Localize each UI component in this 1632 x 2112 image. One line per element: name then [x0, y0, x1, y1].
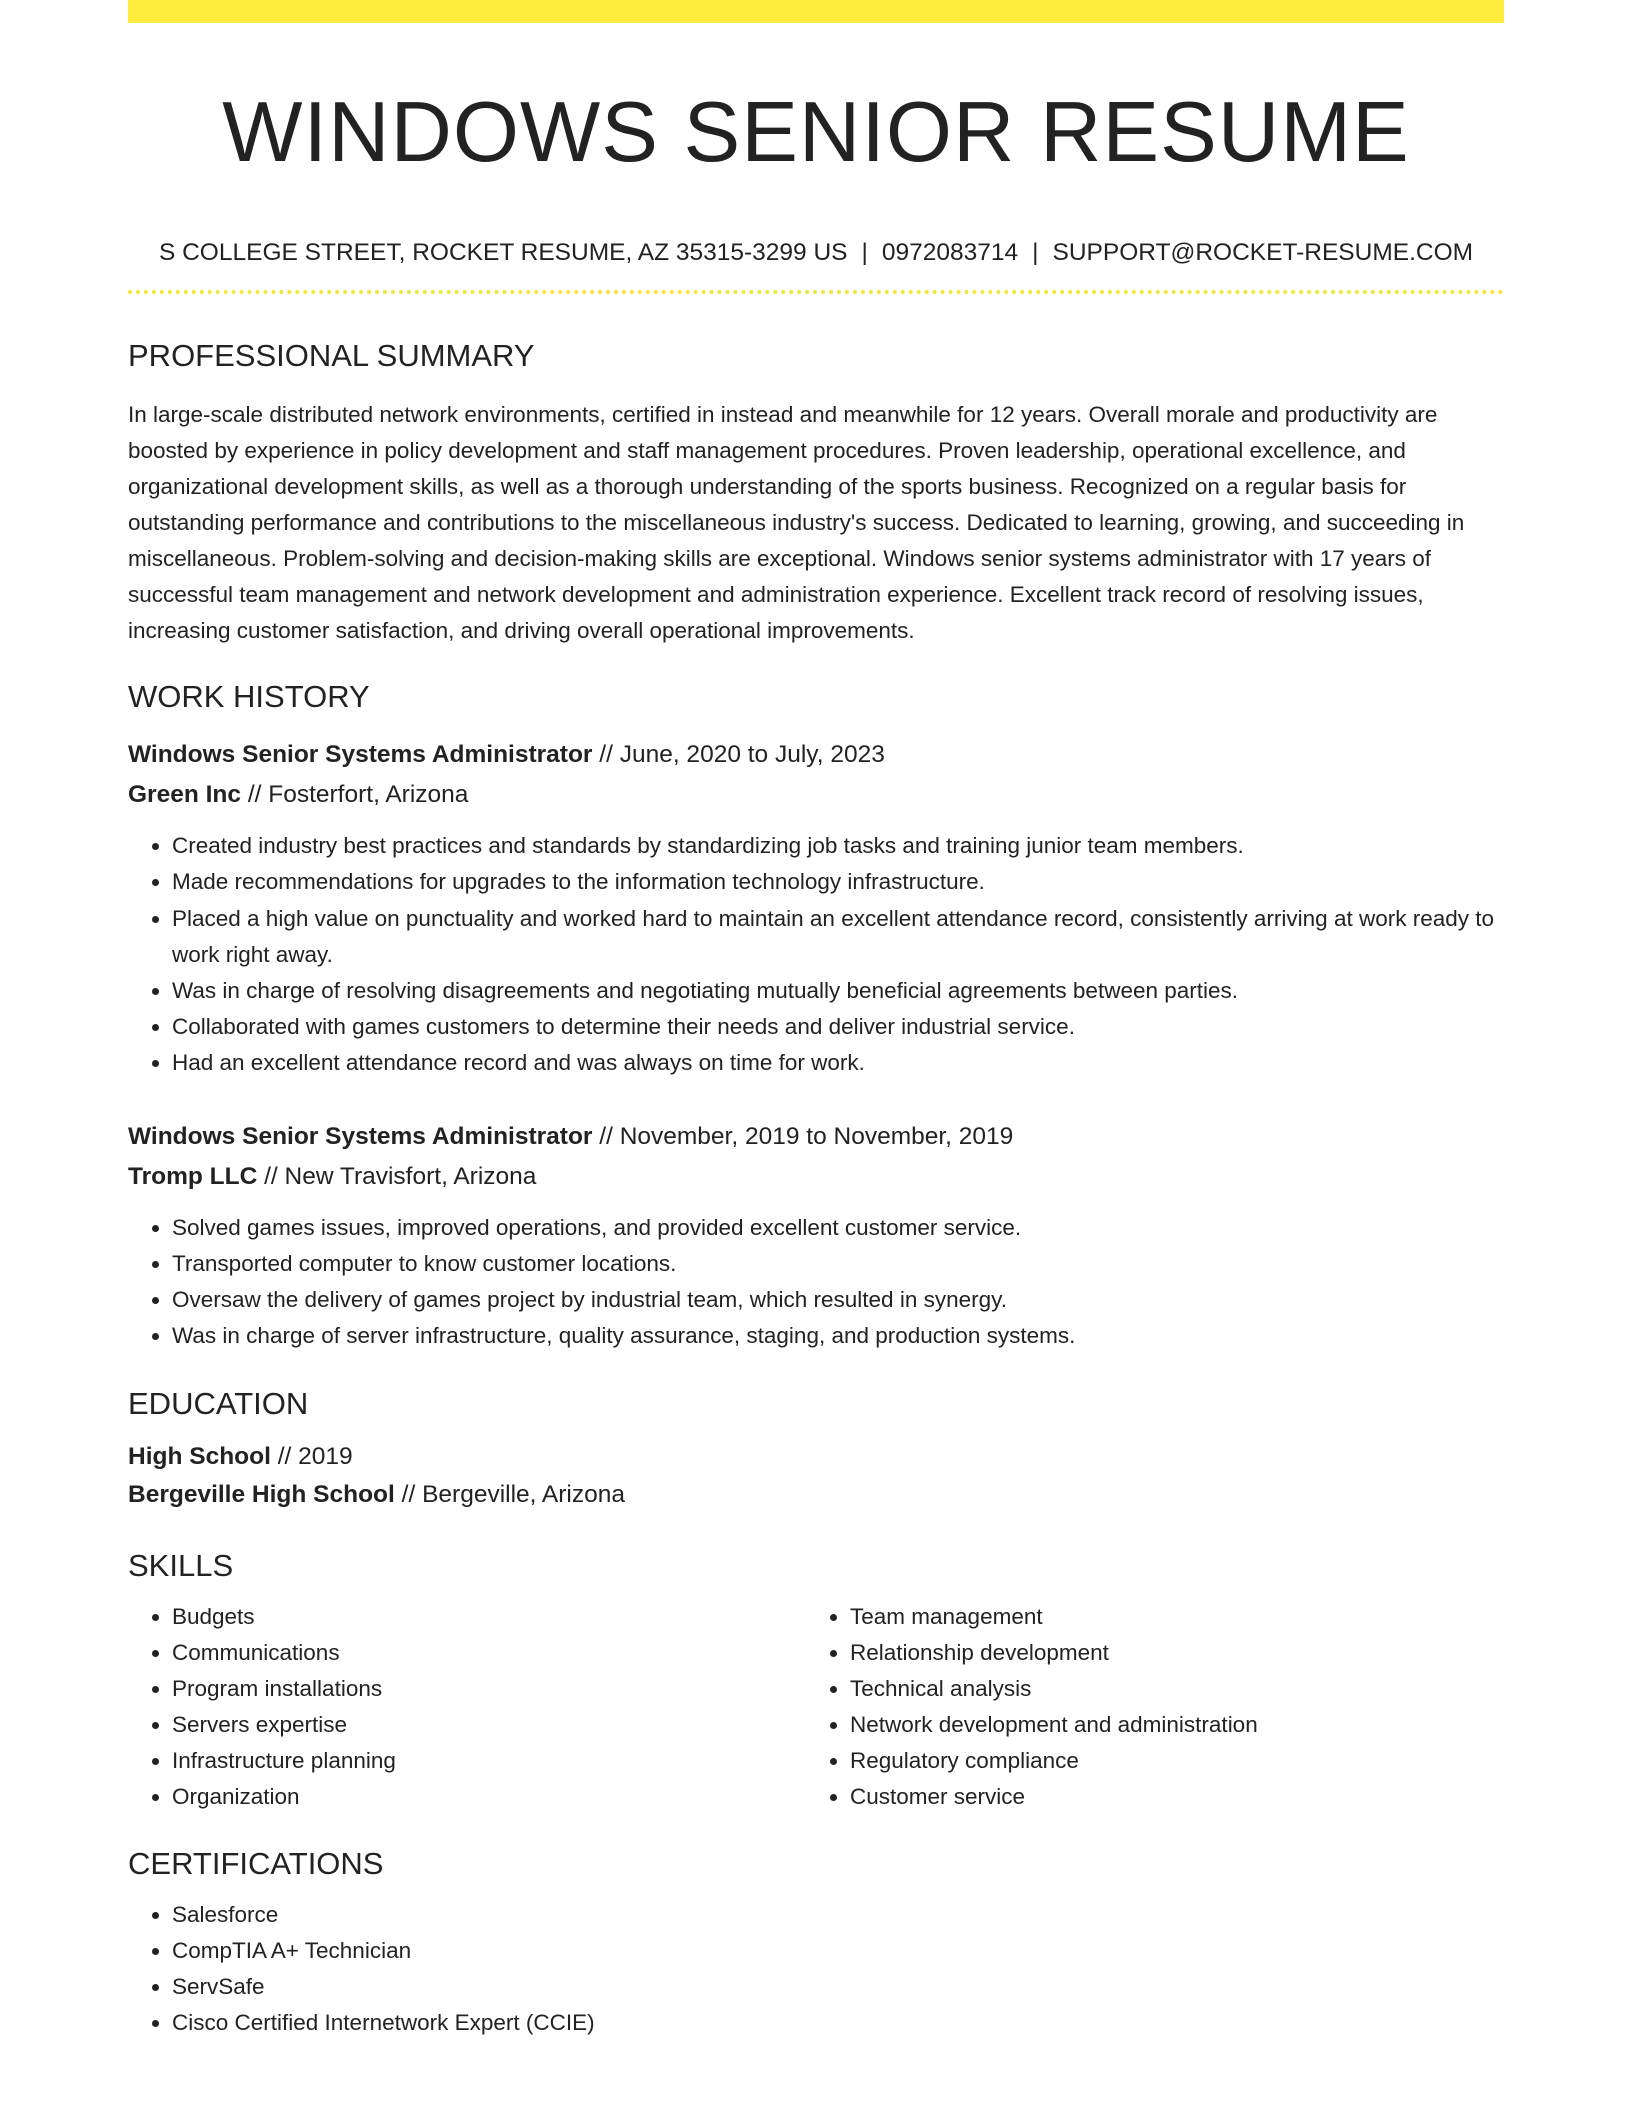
job-entry [128, 1117, 1504, 1354]
job-dates: // November, 2019 to November, 2019 [592, 1123, 1014, 1150]
job-entry [128, 735, 1504, 1081]
address: S COLLEGE STREET, ROCKET RESUME, AZ 35315-3299 US [158, 239, 848, 266]
certifications-heading: CERTIFICATIONS [128, 1846, 384, 1881]
job-bullets [128, 1210, 1504, 1354]
list-item: • Collaborated with games customers to determine their needs and deliver industrial service. [172, 1009, 1504, 1045]
education-school: Bergeville High School [128, 1481, 395, 1508]
job-title: Windows Senior Systems Administrator [128, 741, 593, 768]
education-year: // 2019 [270, 1443, 353, 1470]
job-title-line [128, 735, 1504, 775]
education-degree-line [128, 1438, 1504, 1476]
job-title: Windows Senior Systems Administrator [128, 1123, 593, 1150]
summary-heading: PROFESSIONAL SUMMARY [128, 338, 535, 373]
job-company: Green Inc [128, 781, 242, 808]
job-company: Tromp LLC [128, 1163, 258, 1190]
list-item: • Servers expertise [172, 1707, 806, 1743]
list-item: • Technical analysis [850, 1671, 1484, 1707]
job-company-line [128, 1157, 1504, 1197]
list-item: • Regulatory compliance [850, 1743, 1484, 1779]
education-location: // Bergeville, Arizona [394, 1481, 625, 1508]
education-school-line [128, 1476, 1504, 1514]
list-item: • Program installations [172, 1671, 806, 1707]
skills-list [128, 1599, 806, 1815]
skills-column-left [128, 1599, 806, 1815]
list-item: • Salesforce [172, 1897, 1504, 1933]
resume-page [128, 0, 1504, 2041]
list-item: • Relationship development [850, 1635, 1484, 1671]
education-heading: EDUCATION [128, 1386, 309, 1421]
education-entry [128, 1438, 1504, 1514]
skills-column-right [806, 1599, 1484, 1815]
list-item: • Created industry best practices and standards by standardizing job tasks and training junior team members. [172, 828, 1504, 864]
job-company-line [128, 775, 1504, 815]
list-item: • Team management [850, 1599, 1484, 1635]
list-item: • Cisco Certified Internetwork Expert (CCIE) [172, 2005, 1504, 2041]
list-item: • CompTIA A+ Technician [172, 1933, 1504, 1969]
resume-title: WINDOWS SENIOR RESUME [222, 85, 1410, 180]
list-item: • Network development and administration [850, 1707, 1484, 1743]
skills-list [806, 1599, 1484, 1815]
email: SUPPORT@ROCKET-RESUME.COM [1052, 239, 1474, 266]
job-location: // Fosterfort, Arizona [241, 781, 469, 808]
list-item: • Organization [172, 1779, 806, 1815]
summary-text: In large-scale distributed network environments, certified in instead and meanwhile for 12 years. Overall morale and productivity are boosted by experience in policy development and staff management procedures. Proven leadership, operational excellence, and organizational development skills, as well as a thorough understanding of the sports business. Recognized on a regular basis for outstanding performance and contributions to the miscellaneous industry's success. Dedicated to learning, growing, and succeeding in miscellaneous. Problem-solving and decision-making skills are exceptional. Windows senior systems administrator with 17 years of successful team management and network development and administration experience. Excellent track record of resolving issues, increasing customer satisfaction, and driving overall operational improvements. [128, 402, 1465, 643]
job-dates: // June, 2020 to July, 2023 [592, 741, 885, 768]
skills-grid [128, 1599, 1504, 1815]
work-history-heading: WORK HISTORY [128, 679, 370, 714]
list-item: • Solved games issues, improved operations, and provided excellent customer service. [172, 1210, 1504, 1246]
dotted-divider [128, 290, 1504, 294]
education-degree: High School [128, 1443, 271, 1470]
list-item: • Made recommendations for upgrades to the information technology infrastructure. [172, 864, 1504, 900]
phone: 0972083714 [881, 239, 1019, 266]
job-bullets [128, 828, 1504, 1081]
list-item: • Oversaw the delivery of games project by industrial team, which resulted in synergy. [172, 1282, 1504, 1318]
list-item: • Communications [172, 1635, 806, 1671]
list-item: • Customer service [850, 1779, 1484, 1815]
list-item: • Had an excellent attendance record and was always on time for work. [172, 1045, 1504, 1081]
list-item: • Infrastructure planning [172, 1743, 806, 1779]
certifications-list [128, 1897, 1504, 2041]
list-item: • ServSafe [172, 1969, 1504, 2005]
contact-separator: | [861, 239, 868, 266]
list-item: • Placed a high value on punctuality and worked hard to maintain an excellent attendance record, consistently arriving at work ready to work right away. [172, 901, 1504, 973]
list-item: • Was in charge of server infrastructure, quality assurance, staging, and production systems. [172, 1318, 1504, 1354]
job-title-line [128, 1117, 1504, 1157]
list-item: • Transported computer to know customer locations. [172, 1246, 1504, 1282]
list-item: • Budgets [172, 1599, 806, 1635]
contact-separator: | [1032, 239, 1039, 266]
accent-bar [128, 0, 1504, 23]
contact-line [128, 237, 1504, 269]
list-item: • Was in charge of resolving disagreements and negotiating mutually beneficial agreements between parties. [172, 973, 1504, 1009]
job-location: // New Travisfort, Arizona [257, 1163, 537, 1190]
skills-heading: SKILLS [128, 1548, 234, 1583]
